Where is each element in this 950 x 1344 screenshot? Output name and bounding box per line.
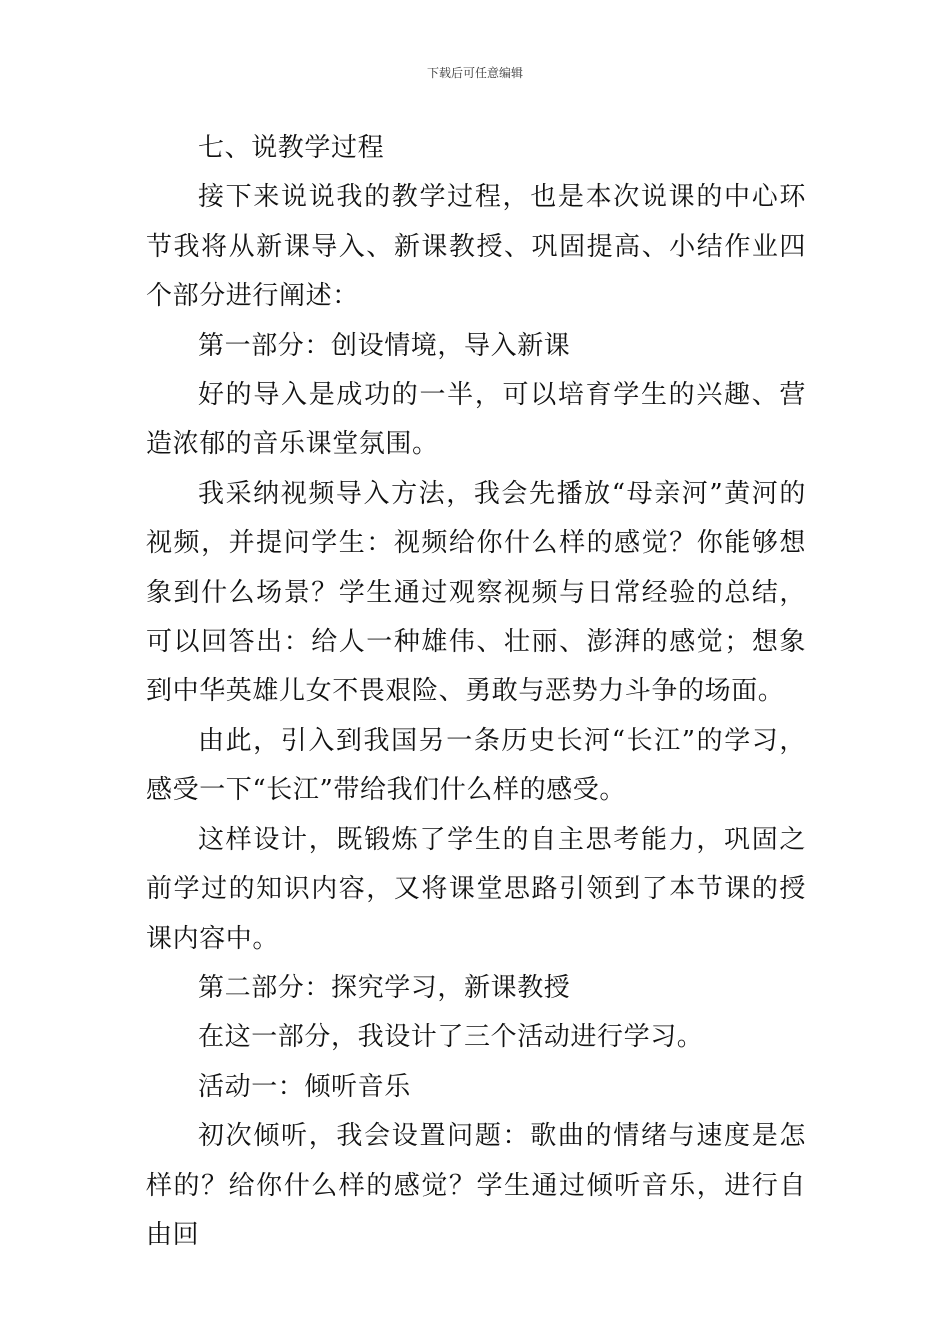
paragraph: 这样设计，既锻炼了学生的自主思考能力，巩固之前学过的知识内容，又将课堂思路引领到了本节课的授课内容中。 <box>146 824 806 954</box>
part-heading: 第一部分：创设情境，导入新课 <box>198 330 571 361</box>
document-body <box>146 124 806 1260</box>
paragraph: 我采纳视频导入方法，我会先播放“母亲河”黄河的视频，并提问学生：视频给你什么样的感觉？你能够想象到什么场景？学生通过观察视频与日常经验的总结，可以回答出：给人一种雄伟、壮丽、澎湃的感觉；想象到中华英雄儿女不畏艰险、勇敢与恶势力斗争的场面。 <box>146 478 806 707</box>
paragraph: 好的导入是成功的一半，可以培育学生的兴趣、营造浓郁的音乐课堂氛围。 <box>146 380 806 460</box>
activity-heading: 活动一：倾听音乐 <box>198 1071 411 1102</box>
paragraph: 在这一部分，我设计了三个活动进行学习。 <box>198 1022 704 1053</box>
paragraph: 初次倾听，我会设置问题：歌曲的情绪与速度是怎样的？给你什么样的感觉？学生通过倾听音乐，进行自由回 <box>146 1121 806 1250</box>
part-heading: 第二部分：探究学习，新课教授 <box>198 972 571 1003</box>
paragraph: 接下来说说我的教学过程，也是本次说课的中心环节我将从新课导入、新课教授、巩固提高、小结作业四个部分进行阐述： <box>146 182 806 312</box>
page-header-note: 下载后可任意编辑 <box>426 66 523 80</box>
paragraph: 由此，引入到我国另一条历史长河“长江”的学习，感受一下“长江”带给我们什么样的感受。 <box>146 725 806 806</box>
section-heading: 七、说教学过程 <box>198 133 385 163</box>
